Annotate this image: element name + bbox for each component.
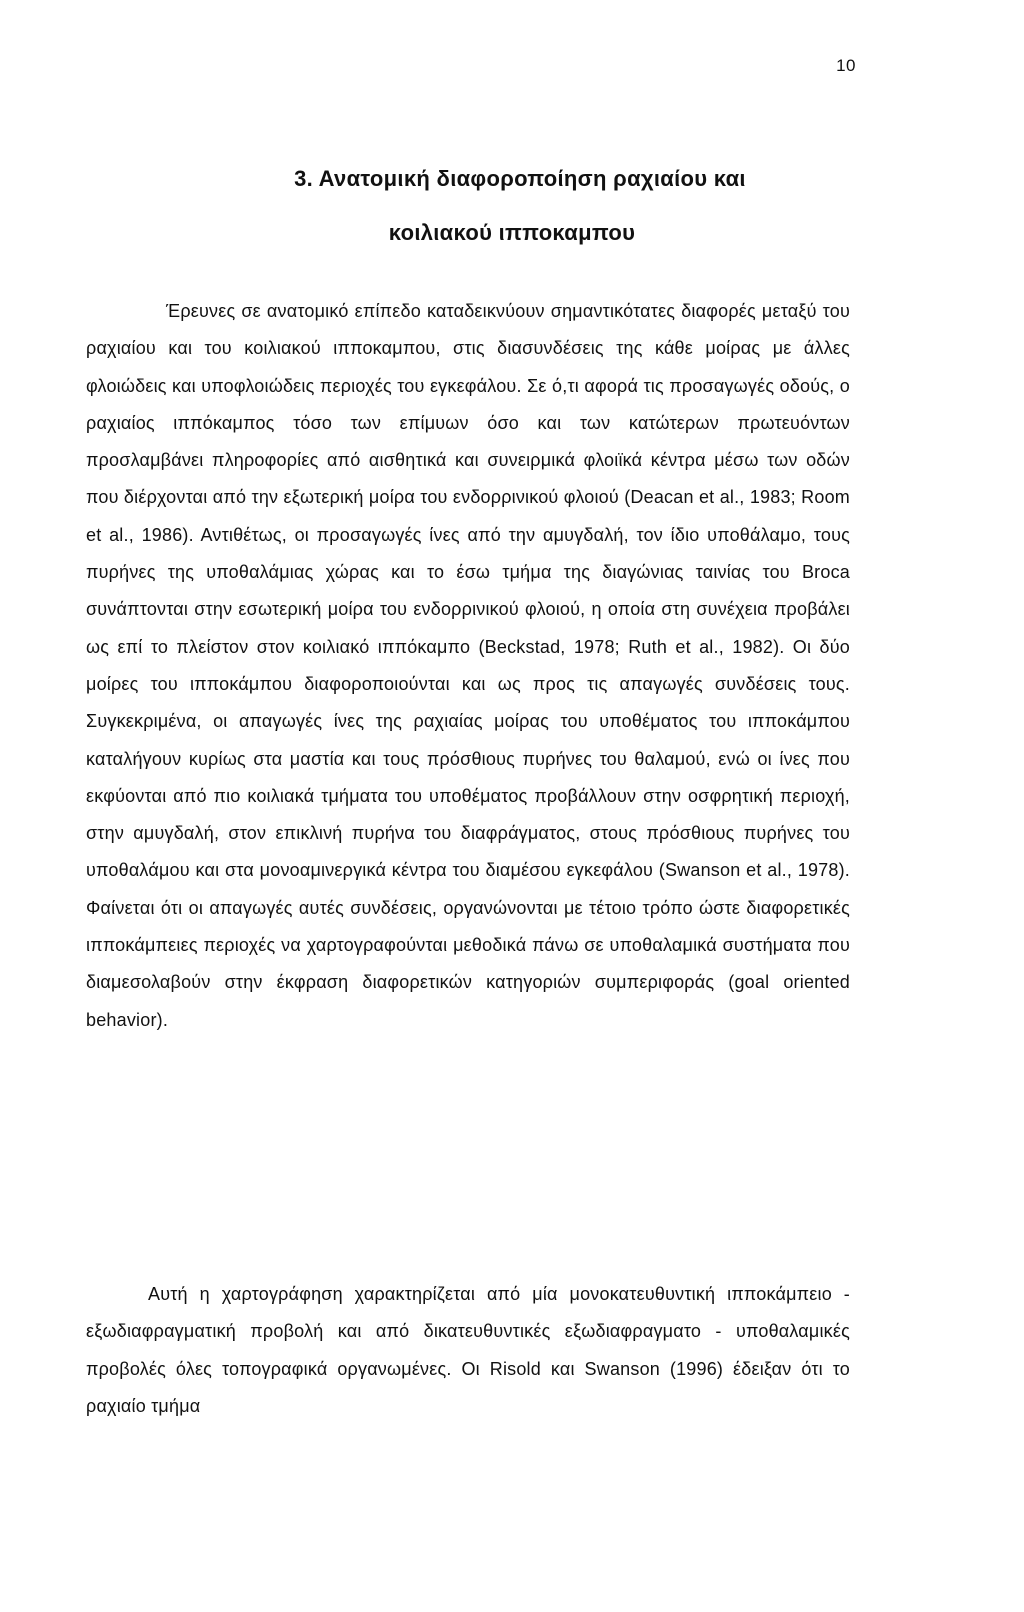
page-number: 10 (836, 56, 856, 75)
body-paragraph-1: Έρευνες σε ανατομικό επίπεδο καταδεικνύουν σημαντικότατες διαφορές μεταξύ του ραχιαίου και του κοιλιακού ιπποκαμπου, στις διασυνδέσεις της κάθε μοίρας με άλλες φλοιώδεις και υποφλοιώδεις περιοχές του εγκεφάλου. Σε ό,τι αφορά τις προσαγωγές οδούς, ο ραχιαίος ιππόκαμπος τόσο των επίμυων όσο και των κατώτερων πρωτευόντων προσλαμβάνει πληροφορίες από αισθητικά και συνειρμικά φλοιϊκά κέντρα μέσω των οδών που διέρχονται από την εξωτερική μοίρα του ενδορρινικού φλοιού (Deacan et al., 1983; Room et al., 1986). Αντιθέτως, οι προσαγωγές ίνες από την αμυγδαλή, τον ίδιο υποθάλαμο, τους πυρήνες της υποθαλάμιας χώρας και το έσω τμήμα της διαγώνιας ταινίας του Broca συνάπτονται στην εσωτερική μοίρα του ενδορρινικού φλοιού, η οποία στη συνέχεια προβάλει ως επί το πλείστον στον κοιλιακό ιππόκαμπο (Beckstad, 1978; Ruth et al., 1982). Οι δύο μοίρες του ιπποκάμπου διαφοροποιούνται και ως προς τις απαγωγές συνδέσεις τους. Συγκεκριμένα, οι απαγωγές ίνες της ραχιαίας μοίρας του υποθέματος του ιπποκάμπου καταλήγουν κυρίως στα μαστία και τους πρόσθιους πυρήνες του θαλαμού, ενώ οι ίνες που εκφύονται από πιο κοιλιακά τμήματα του υποθέματος προβάλλουν στην οσφρητική περιοχή, στην αμυγδαλή, στον επικλινή πυρήνα του διαφράγματος, στους πρόσθιους πυρήνες του υποθαλάμου και στα μονοαμινεργικά κέντρα του διαμέσου εγκεφάλου (Swanson et al., 1978). Φαίνεται ότι οι απαγωγές αυτές συνδέσεις, οργανώνονται με τέτοιο τρόπο ώστε διαφορετικές ιπποκάμπειες περιοχές να χαρτογραφούνται μεθοδικά πάνω σε υποθαλαμικά συστήματα που διαμεσολαβούν στην έκφραση διαφορετικών κατηγοριών συμπεριφοράς (goal oriented behavior). (86, 301, 850, 1030)
section-title-line-1: 3. Ανατομική διαφοροποίηση ραχιαίου και (294, 166, 746, 191)
body-paragraph-2: Αυτή η χαρτογράφηση χαρακτηρίζεται από μία μονοκατευθυντική ιπποκάμπειο - εξωδιαφραγματική προβολή και από δικατευθυντικές εξωδιαφραγματο - υποθαλαμικές προβολές όλες τοπογραφικά οργανωμένες. Οι Risold και Swanson (1996) έδειξαν ότι το ραχιαίο τμήμα (86, 1284, 850, 1416)
section-title-line-2: κοιλιακού ιπποκαμπου (388, 220, 636, 245)
